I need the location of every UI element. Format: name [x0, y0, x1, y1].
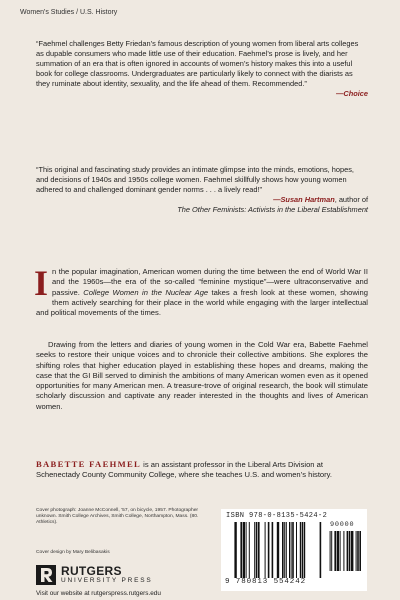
author-name: BABETTE FAEHMEL	[36, 459, 142, 469]
category-label: Women's Studies / U.S. History	[20, 9, 118, 16]
attribution-book-title: The Other Feminists: Activists in the Liberal Establishment	[177, 205, 368, 215]
publisher-name: RUTGERS	[61, 564, 122, 578]
barcode-bar	[331, 531, 332, 571]
barcode-bar	[300, 522, 302, 578]
barcode-bar	[268, 522, 270, 578]
barcode	[221, 509, 367, 591]
barcode-bar	[234, 522, 236, 578]
attribution-suffix: , author of	[334, 195, 368, 205]
barcode-bar	[359, 531, 361, 571]
barcode-bar	[256, 522, 258, 578]
barcode-bar	[347, 531, 349, 571]
barcode-bar	[340, 531, 341, 571]
barcode-bar	[289, 522, 290, 578]
ean-barcode-bars	[227, 522, 323, 578]
cover-photo-credit: Cover photograph: Joanne McConnell, ’57, on bicycle, 1957. Photographer unknown. Smith College Archives, Smith College, Northampton, Mass. (80. Athletics).	[36, 508, 199, 526]
review-attribution: —Choice	[335, 89, 368, 99]
barcode-bar	[334, 531, 336, 571]
cover-design-credit: Cover design by Mary Belibasakis	[36, 550, 110, 555]
publisher-website: Visit our website at rutgerspress.rutgers.edu	[36, 590, 161, 597]
barcode-bar	[356, 531, 357, 571]
barcode-bar	[286, 522, 287, 578]
barcode-bar	[254, 522, 255, 578]
price-code: 90000	[330, 521, 355, 529]
barcode-bar	[337, 531, 339, 571]
barcode-bar	[349, 531, 351, 571]
barcode-bar	[243, 522, 245, 578]
barcode-bar	[246, 522, 247, 578]
drop-cap: I	[34, 263, 49, 303]
review-quote-choice	[36, 39, 368, 100]
barcode-bar	[330, 531, 331, 571]
description-paragraph-1	[34, 263, 368, 318]
description-paragraph-2: Drawing from the letters and diaries of young women in the Cold War era, Babette Faehmel seeks to restore their unique voices and to chronicle their collective ambitions. She explores the shifting roles that higher education played in establishing these hopes and dreams, making the case that the GI Bill served to diminish the ambitions of many American women even as it opened opportunities for many American men. A treasure-trove of original research, the book will stimulate scholarly discussion and captivate any reader interested in the thoughts and lives of American women.	[36, 340, 368, 411]
barcode-bar	[277, 522, 279, 578]
publisher-logo	[36, 565, 153, 585]
barcode-bar	[291, 522, 292, 578]
barcode-bar	[302, 522, 303, 578]
barcode-bar	[282, 522, 284, 578]
review-quote-text: “This original and fascinating study provides an intimate glimpse into the minds, emotions, hopes, and decisions of 1940s and 1950s college women. Faehmel skillfully shows how young women adhered to and challenged dominant gender norms . . . a lively read!”	[36, 165, 354, 195]
book-title: College Women in the Nuclear Age	[83, 287, 209, 297]
barcode-bar	[357, 531, 359, 571]
rutgers-r-icon	[36, 565, 56, 585]
barcode-bar	[249, 522, 250, 578]
description-text: takes a fresh look at these women, showing them actively searching for their place in the world while engaging with the larger intellectual and political movements of the times.	[36, 287, 368, 318]
ean-digits: 9 780813 554242	[225, 578, 307, 586]
barcode-bar	[258, 522, 260, 578]
review-attribution	[36, 195, 368, 215]
barcode-bar	[351, 531, 353, 571]
author-bio-text: is an assistant professor in the Liberal Arts Division at Schenectady County Community College, where she teaches U.S. and women’s history.	[36, 460, 333, 480]
barcode-bar	[292, 522, 294, 578]
barcode-bar	[284, 522, 285, 578]
barcode-bar	[320, 522, 322, 578]
isbn-text: ISBN 978-0-8135-5424-2	[226, 512, 328, 520]
barcode-bar	[296, 522, 297, 578]
barcode-bar	[240, 522, 242, 578]
barcode-bar	[343, 531, 344, 571]
attribution-name: —Susan Hartman	[273, 195, 335, 205]
barcode-bar	[265, 522, 266, 578]
review-quote-text: “Faehmel challenges Betty Friedan’s famous description of young women from liberal arts colleges as dupable consumers who made little use of their education. Faehmel’s prose is lively, and her summation of an era that is often ignored in accounts of women’s history makes this into a useful book for college classrooms. Undergraduates are particularly likely to connect with the diarists as they ruminate about identity, sexuality, and the life ahead of them. Recommended.”	[36, 39, 359, 89]
addon-barcode-bars	[328, 531, 362, 571]
publisher-subname: UNIVERSITY PRESS	[61, 577, 153, 584]
barcode-bar	[272, 522, 274, 578]
author-bio	[36, 459, 368, 481]
description-text: n the popular imagination, American women during the time between the end of World War II and the 1960s—the era of the so-called “feminine mystique”—were ultraconservative and passive.	[52, 267, 368, 297]
review-quote-hartman	[36, 165, 368, 215]
barcode-bar	[304, 522, 306, 578]
